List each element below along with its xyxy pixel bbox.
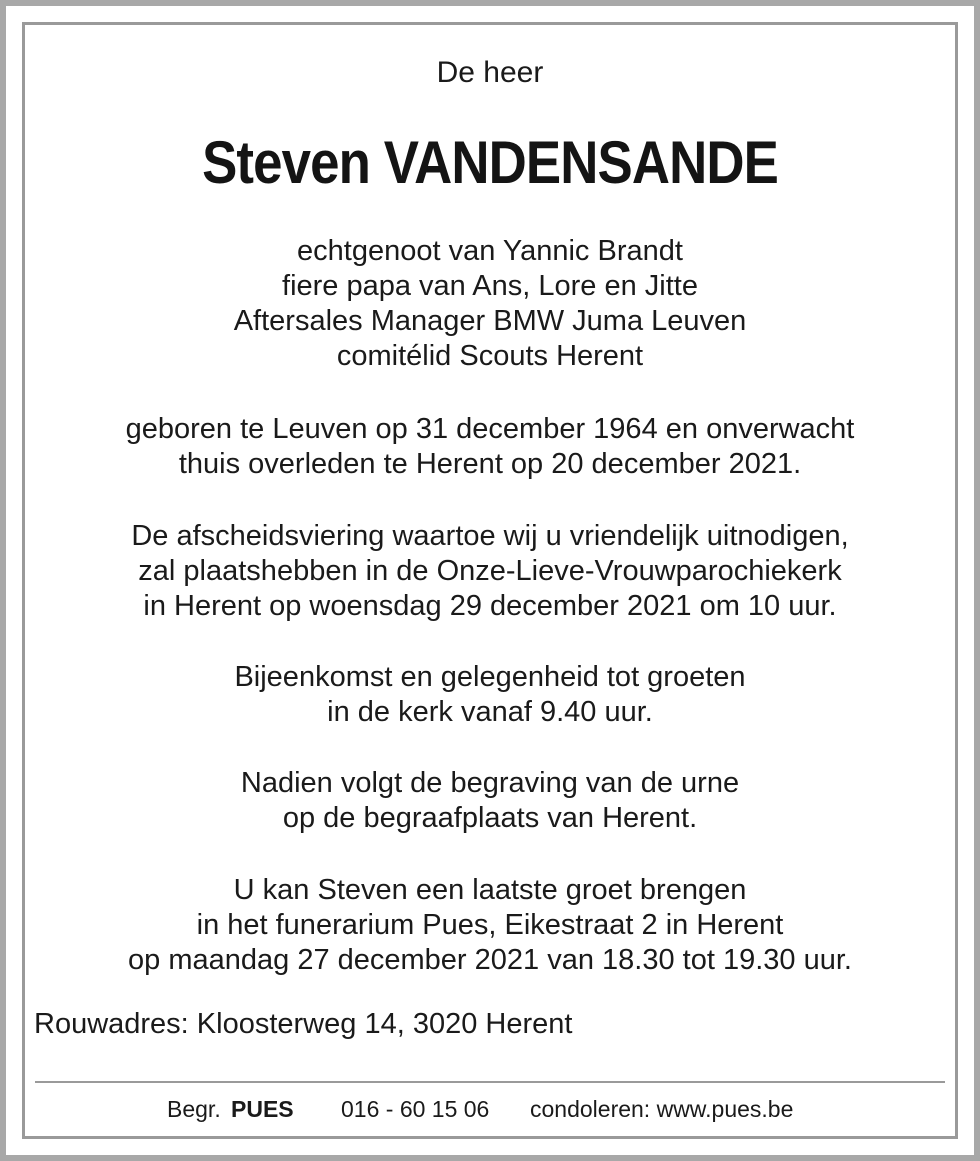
relation-line: comitélid Scouts Herent [336, 340, 644, 372]
mourning-address: Rouwadres: Kloosterweg 14, 3020 Herent [34, 1008, 573, 1040]
farewell-line: U kan Steven een laatste groet brengen [233, 874, 747, 906]
funeral-home-footer [0, 1094, 980, 1124]
relation-line: echtgenoot van Yannic Brandt [297, 235, 683, 267]
birth-death-line: geboren te Leuven op 31 december 1964 en onverwacht [125, 413, 855, 445]
birth-death-line: thuis overleden te Herent op 20 december 2021. [178, 448, 802, 480]
gathering-line: in de kerk vanaf 9.40 uur. [327, 696, 653, 728]
ceremony-line: zal plaatshebben in de Onze-Lieve-Vrouwparochiekerk [138, 555, 842, 587]
burial-line: Nadien volgt de begraving van de urne [240, 767, 740, 799]
farewell-block [25, 873, 955, 978]
relation-line: fiere papa van Ans, Lore en Jitte [282, 270, 698, 302]
ceremony-line: in Herent op woensdag 29 december 2021 om 10 uur. [143, 590, 837, 622]
burial-block [25, 766, 955, 836]
burial-line: op de begraafplaats van Herent. [282, 802, 698, 834]
farewell-line: in het funerarium Pues, Eikestraat 2 in Herent [196, 909, 784, 941]
salutation: De heer [436, 56, 544, 89]
relations-block [25, 234, 955, 374]
relation-line: Aftersales Manager BMW Juma Leuven [233, 305, 747, 337]
condolence-link[interactable]: condoleren: www.pues.be [530, 1096, 794, 1122]
footer-divider [35, 1081, 945, 1083]
farewell-line: op maandag 27 december 2021 van 18.30 tot 19.30 uur. [128, 944, 852, 976]
ceremony-line: De afscheidsviering waartoe wij u vriendelijk uitnodigen, [131, 520, 849, 552]
birth-death-block [25, 412, 955, 482]
funeral-home-name: PUES [231, 1096, 294, 1122]
deceased-name: Steven VANDENSANDE [202, 129, 778, 196]
gathering-line: Bijeenkomst en gelegenheid tot groeten [234, 661, 746, 693]
gathering-block [25, 660, 955, 730]
footer-label: Begr. [167, 1096, 221, 1122]
ceremony-block [25, 519, 955, 624]
funeral-home-phone: 016 - 60 15 06 [341, 1096, 490, 1122]
